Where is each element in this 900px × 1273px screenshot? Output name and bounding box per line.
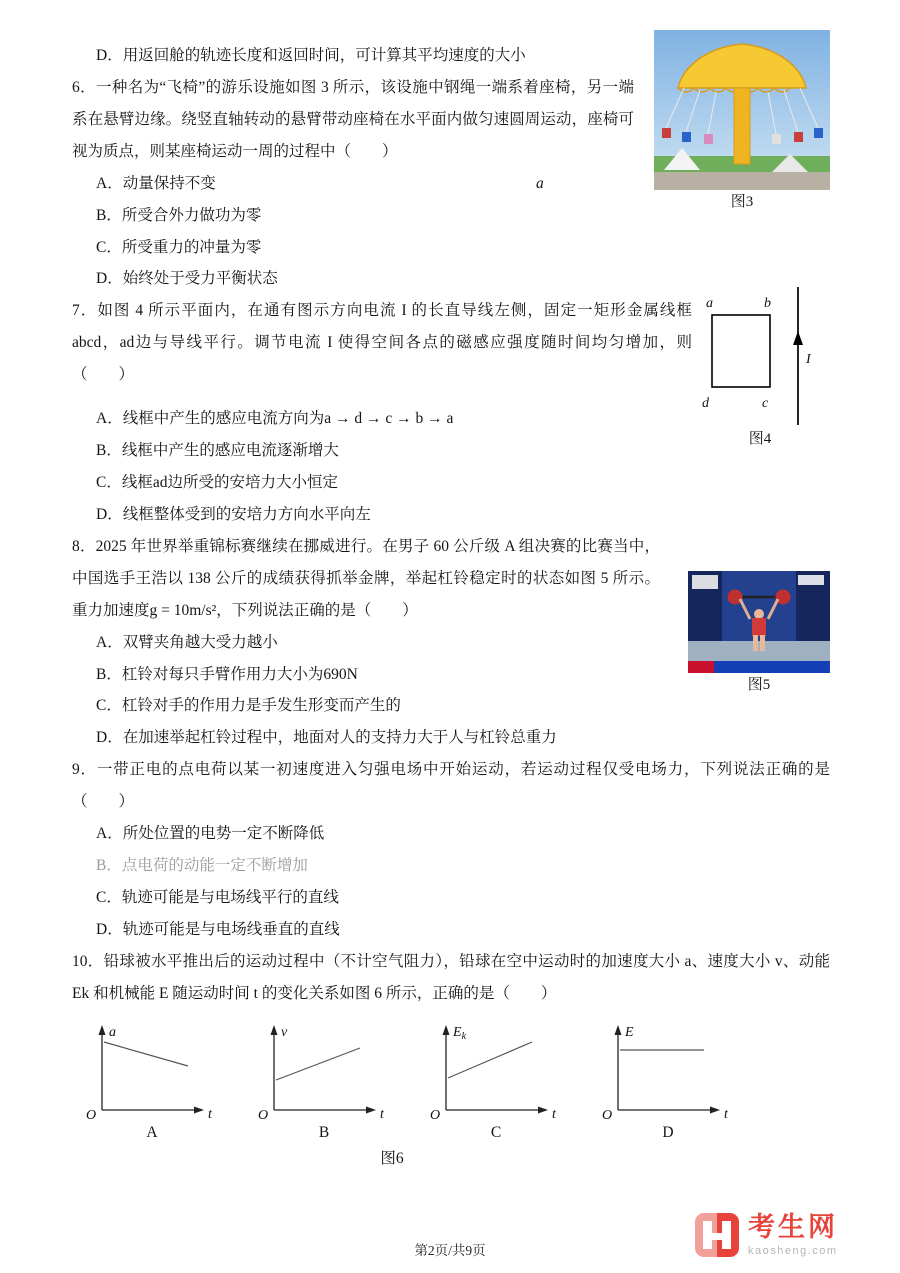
graph-b-letter: B xyxy=(318,1123,330,1141)
question-6 xyxy=(72,72,830,295)
graph-a-axes xyxy=(82,1020,222,1120)
figure4-label-c: c xyxy=(762,396,769,412)
graph-c-origin: O xyxy=(430,1107,441,1120)
graph-a-ylabel: a xyxy=(109,1024,116,1040)
figure-4-caption: 图4 xyxy=(748,431,772,448)
graph-c-ylabel: E xyxy=(453,1024,462,1040)
q8-stem: 8．2025 年世界举重锦标赛继续在挪威进行。在男子 60 公斤级 A 组决赛的比赛当中，中国选手王浩以 138 公斤的成绩获得抓举金牌，举起杠铃稳定时的状态如图 5 所示。重力加速度g = 10m/s²，下列说法正确的是（ ） xyxy=(72,537,660,619)
figure4-label-d: d xyxy=(702,396,709,412)
figure-5-caption: 图5 xyxy=(747,676,771,693)
graph-b-ylabel: v xyxy=(281,1024,288,1040)
graph-a-origin: O xyxy=(86,1107,97,1120)
q9-option-c: C．轨迹可能是与电场线平行的直线 xyxy=(96,888,339,906)
kaosheng-brand: 考生网 xyxy=(748,1212,838,1243)
figure6-graph-c xyxy=(426,1020,566,1144)
q10-stem: 10．铅球被水平推出后的运动过程中（不计空气阻力），铅球在空中运动时的加速度大小 a、速度大小 v、动能 Ek 和机械能 E 随运动时间 t 的变化关系如图 6 所示，正确的是（ ） xyxy=(72,952,830,1002)
graph-c-letter: C xyxy=(490,1123,502,1141)
svg-text:E xyxy=(624,1025,634,1040)
question-9 xyxy=(72,754,830,946)
question-10 xyxy=(72,946,830,1175)
q9-option-d: D．轨迹可能是与电场线垂直的直线 xyxy=(96,920,340,938)
q6-option-a-text: A．动量保持不变 xyxy=(96,174,216,192)
q9-option-b: B．点电荷的动能一定不断增加 xyxy=(96,857,308,875)
q8-option-d: D．在加速举起杠铃过程中，地面对人的支持力大于人与杠铃总重力 xyxy=(96,729,557,747)
q6-option-b: B．所受合外力做功为零 xyxy=(96,206,262,224)
q8-option-a: A．双臂夹角越大受力越小 xyxy=(96,633,278,651)
svg-text:a xyxy=(109,1025,116,1040)
q7-option-a: A．线框中产生的感应电流方向为a → d → c → b → a xyxy=(96,410,454,428)
q7-stem: 7．如图 4 所示平面内，在通有图示方向电流 I 的长直导线左侧，固定一矩形金属线框 abcd，ad边与导线平行。调节电流 I 使得空间各点的磁感应强度随时间均匀增加，则（ ） xyxy=(72,302,692,384)
q6-options xyxy=(72,168,830,296)
graph-b-origin: O xyxy=(258,1107,269,1120)
q5-option-d: D．用返回舱的轨迹长度和返回时间，可计算其平均速度的大小 xyxy=(96,47,526,64)
q9-stem: 9．一带正电的点电荷以某一初速度进入匀强电场中开始运动，若运动过程仅受电场力，下列说法正确的是（ ） xyxy=(72,761,830,811)
figure6-graph-a xyxy=(82,1020,222,1144)
question-7 xyxy=(72,295,830,530)
q6-stray-a-label: a xyxy=(536,174,544,192)
q7-option-d: D．线框整体受到的安培力方向水平向左 xyxy=(96,505,371,523)
figure-3-caption: 图3 xyxy=(730,193,754,210)
svg-text:Ek xyxy=(452,1025,467,1042)
graph-c-ylabel-sub: k xyxy=(461,1030,467,1042)
figure4-label-a: a xyxy=(706,296,713,312)
q7-option-b: B．线框中产生的感应电流逐渐增大 xyxy=(96,442,339,460)
svg-text:v xyxy=(281,1025,288,1040)
graph-d-ylabel: E xyxy=(625,1024,634,1040)
q7-options xyxy=(72,403,830,531)
question-8 xyxy=(72,531,830,754)
kaosheng-logo xyxy=(695,1213,838,1257)
figure3-photo xyxy=(654,30,830,190)
graph-a-line xyxy=(104,1042,188,1066)
graph-d-axes xyxy=(598,1020,738,1120)
q6-stem: 6．一种名为“飞椅”的游乐设施如图 3 所示，该设施中钢绳一端系着座椅，另一端系在悬臂边缘。绕竖直轴转动的悬臂带动座椅在水平面内做匀速圆周运动，座椅可视为质点，则某座椅运动一周的过程中（ ） xyxy=(72,78,634,160)
graph-d-origin: O xyxy=(602,1107,613,1120)
graph-b-line xyxy=(276,1048,360,1080)
figure6-graph-b xyxy=(254,1020,394,1144)
figure-6-caption: 图6 xyxy=(380,1150,404,1168)
kaosheng-logo-text xyxy=(748,1213,838,1257)
graph-b-axes xyxy=(254,1020,394,1120)
q6-option-d: D．始终处于受力平衡状态 xyxy=(96,270,278,288)
q6-option-a xyxy=(96,168,830,200)
figure4-current-arrow xyxy=(793,331,803,345)
q6-option-c: C．所受重力的冲量为零 xyxy=(96,238,262,256)
figure4-label-b: b xyxy=(764,296,771,312)
page-footer: 第2页/共9页 xyxy=(414,1243,486,1258)
graph-c-xlabel: t xyxy=(552,1106,556,1120)
graph-b-xlabel: t xyxy=(380,1106,384,1120)
figure6-graph-d xyxy=(598,1020,738,1144)
q8-option-b: B．杠铃对每只手臂作用力大小为690N xyxy=(96,665,358,683)
kaosheng-logo-icon xyxy=(695,1213,739,1257)
q8-option-c: C．杠铃对手的作用力是手发生形变而产生的 xyxy=(96,697,401,715)
graph-c-axes xyxy=(426,1020,566,1120)
q7-option-c: C．线框ad边所受的安培力大小恒定 xyxy=(96,473,338,491)
q8-options xyxy=(72,627,830,755)
exam-page-content xyxy=(72,40,830,1175)
figure6-graphs xyxy=(82,1020,830,1144)
figure4-label-current: I xyxy=(806,352,811,368)
graph-d-xlabel: t xyxy=(724,1106,728,1120)
q9-option-a: A．所处位置的电势一定不断降低 xyxy=(96,825,325,843)
q9-options xyxy=(72,818,830,946)
graph-a-xlabel: t xyxy=(208,1106,212,1120)
graph-d-letter: D xyxy=(662,1123,674,1141)
kaosheng-site: kaosheng.com xyxy=(748,1244,838,1257)
graph-c-line xyxy=(448,1042,532,1078)
figure4-loop xyxy=(712,315,770,387)
graph-a-letter: A xyxy=(146,1123,158,1141)
